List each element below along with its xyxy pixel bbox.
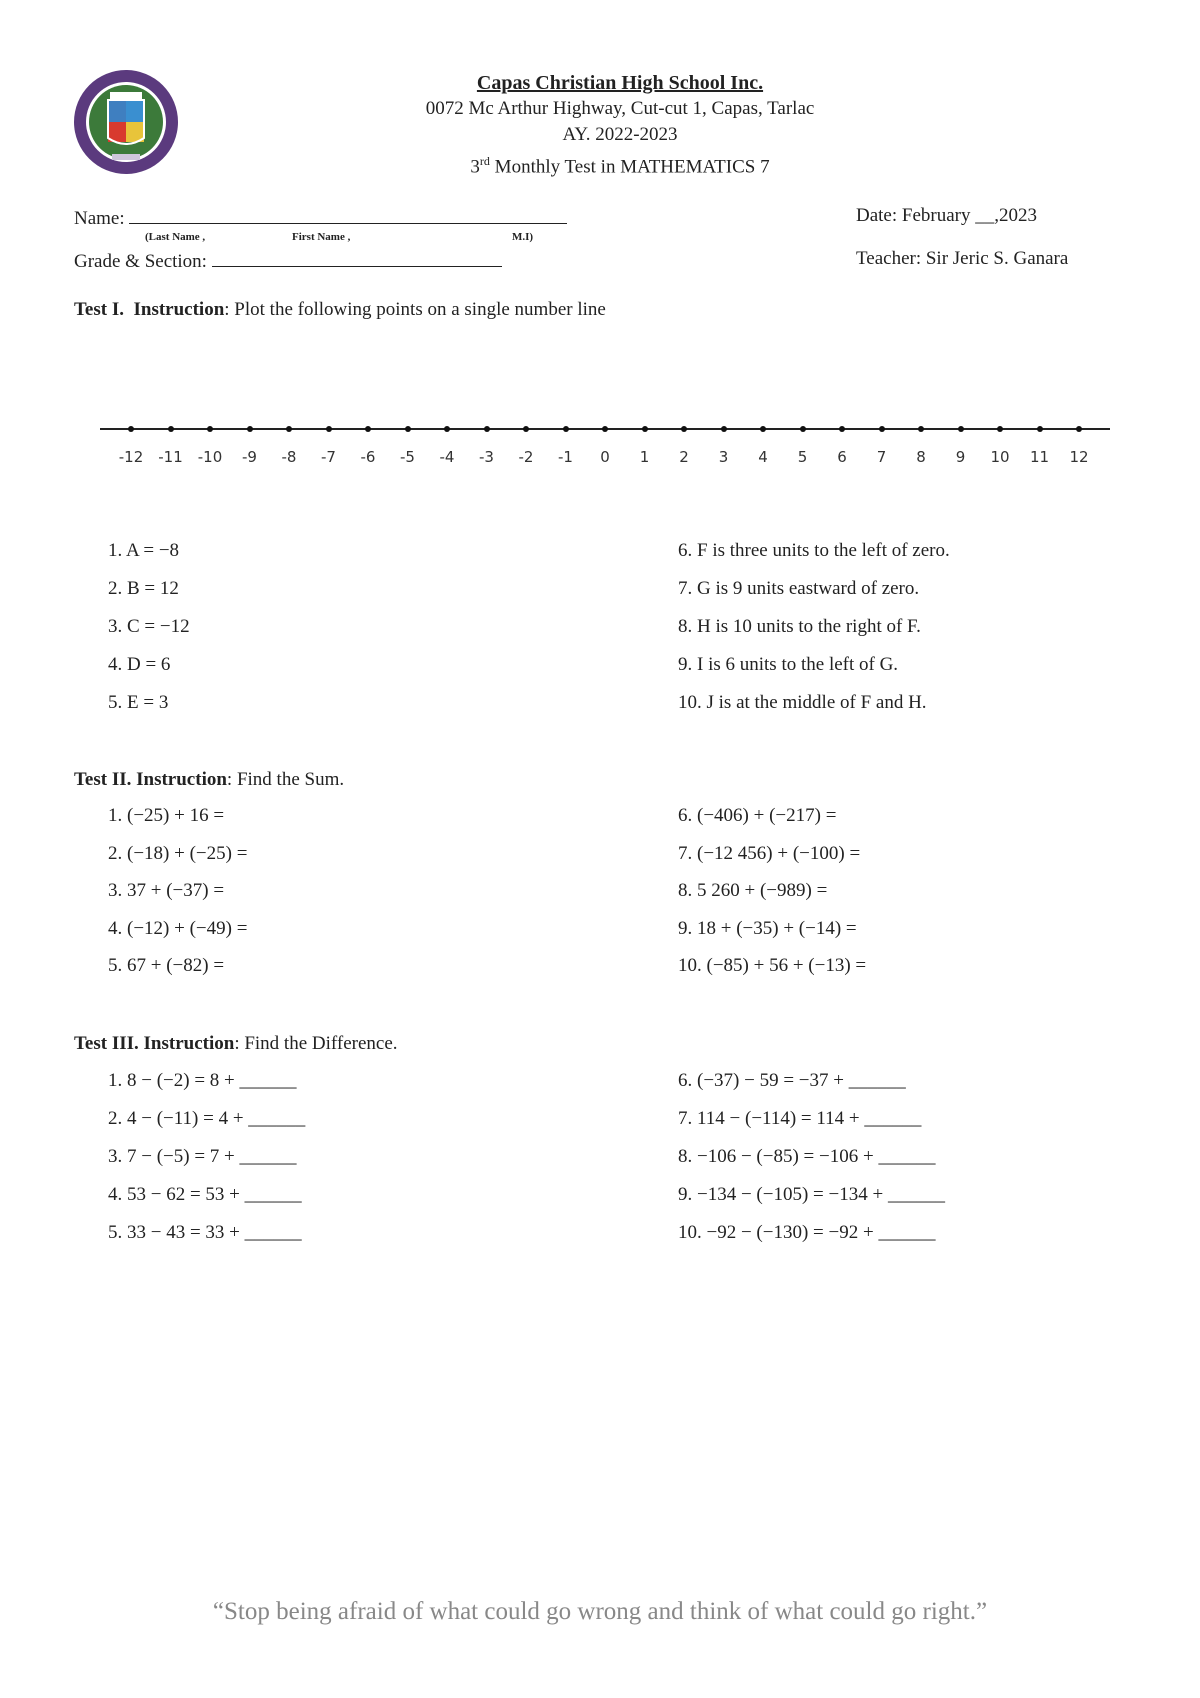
list-item: 6. (−37) − 59 = −37 + ______ [678, 1070, 906, 1091]
name-label: Name: [74, 208, 125, 229]
number-line-tick-label: -11 [158, 448, 183, 466]
test1-instruction-text: : Plot the following points on a single number line [224, 299, 606, 320]
number-line-tick-label: 8 [916, 448, 926, 466]
list-item: 7. (−12 456) + (−100) = [678, 842, 861, 864]
list-item: 3. 37 + (−37) = [108, 880, 225, 901]
number-line-point[interactable] [879, 426, 885, 432]
test3-title: Test III. Instruction [74, 1033, 235, 1054]
number-line-tick-label: 3 [718, 448, 729, 466]
list-item: 4. 53 − 62 = 53 + ______ [108, 1184, 302, 1205]
number-line-tick-label: 7 [876, 448, 887, 466]
number-line-tick-label: 5 [797, 448, 808, 466]
list-item: 8. 5 260 + (−989) = [678, 880, 828, 901]
list-item: 8. −106 − (−85) = −106 + ______ [678, 1146, 936, 1167]
number-line-point[interactable] [1076, 426, 1082, 432]
list-item: 10. (−85) + 56 + (−13) = [678, 955, 867, 976]
number-line-point[interactable] [958, 426, 964, 432]
date-label: Date: February __,2023 [856, 205, 1037, 226]
test2-instruction-text: : Find the Sum. [226, 769, 345, 790]
name-field [74, 205, 567, 230]
number-line-point[interactable] [918, 426, 924, 432]
grade-label: Grade & Section: [74, 251, 207, 272]
number-line-point[interactable] [721, 426, 727, 432]
list-item: 1. (−25) + 16 = [108, 805, 225, 826]
number-line-tick-label: 4 [758, 448, 768, 466]
number-line-point[interactable] [997, 426, 1003, 432]
number-line-tick-label: 9 [955, 448, 966, 466]
list-item: 9. I is 6 units to the left of G. [678, 654, 899, 675]
number-line-tick-label: -5 [400, 448, 415, 466]
footer-quote: “Stop being afraid of what could go wrong and think of what could go right.” [212, 1598, 988, 1625]
list-item: 7. G is 9 units eastward of zero. [678, 578, 920, 599]
number-line-point[interactable] [128, 426, 134, 432]
name-hint-mi: M.I) [512, 231, 534, 243]
list-item: 2. 4 − (−11) = 4 + ______ [108, 1108, 306, 1129]
number-line-tick-label: -10 [197, 448, 223, 466]
number-line-point[interactable] [444, 426, 450, 432]
test2-title: Test II. Instruction [74, 769, 227, 790]
test2-heading [74, 769, 344, 791]
list-item: 10. −92 − (−130) = −92 + ______ [678, 1222, 936, 1243]
list-item: 9. −134 − (−105) = −134 + ______ [678, 1184, 945, 1205]
number-line-tick-label: 11 [1029, 448, 1050, 466]
list-item: 4. D = 6 [108, 654, 171, 675]
list-item: 1. A = −8 [108, 540, 180, 561]
test-title: 3rd Monthly Test in MATHEMATICS 7 [470, 154, 770, 178]
number-line-point[interactable] [247, 426, 253, 432]
header-block [0, 70, 1200, 180]
number-line-tick-label: 12 [1069, 448, 1089, 466]
number-line-tick-label: -7 [321, 448, 336, 466]
grade-blank[interactable] [212, 248, 502, 267]
number-line-point[interactable] [839, 426, 845, 432]
list-item: 5. E = 3 [108, 692, 169, 713]
test1-instruction-label: Instruction [133, 299, 225, 320]
number-line-tick-label: 10 [990, 448, 1010, 466]
list-item: 8. H is 10 units to the right of F. [678, 616, 921, 637]
name-hint-last: (Last Name , [145, 231, 206, 243]
list-item: 4. (−12) + (−49) = [108, 917, 248, 939]
number-line-point[interactable] [760, 426, 766, 432]
list-item: 5. 33 − 43 = 33 + ______ [108, 1222, 302, 1243]
list-item: 6. F is three units to the left of zero. [678, 540, 950, 561]
grade-field [74, 248, 502, 273]
list-item: 3. 7 − (−5) = 7 + ______ [108, 1146, 297, 1167]
number-line-point[interactable] [523, 426, 529, 432]
teacher-label: Teacher: Sir Jeric S. Ganara [856, 248, 1069, 269]
number-line-point[interactable] [365, 426, 371, 432]
number-line-point[interactable] [800, 426, 806, 432]
number-line-point[interactable] [563, 426, 569, 432]
number-line-point[interactable] [602, 426, 608, 432]
list-item: 2. B = 12 [108, 578, 179, 599]
number-line-tick-label: 2 [679, 448, 689, 466]
test1-heading [74, 299, 606, 321]
test3-heading [74, 1033, 398, 1055]
number-line-point[interactable] [681, 426, 687, 432]
name-blank[interactable] [129, 205, 567, 224]
list-item: 7. 114 − (−114) = 114 + ______ [678, 1108, 922, 1129]
list-item: 6. (−406) + (−217) = [678, 805, 837, 826]
number-line-tick-label: -2 [518, 448, 534, 466]
number-line-point[interactable] [405, 426, 411, 432]
number-line-tick-label: 0 [600, 448, 610, 466]
number-line-tick-label: -12 [118, 448, 144, 466]
name-hint-first: First Name , [292, 231, 351, 243]
number-line-point[interactable] [484, 426, 490, 432]
list-item: 10. J is at the middle of F and H. [678, 692, 927, 713]
number-line-tick-label: -3 [479, 448, 494, 466]
list-item: 1. 8 − (−2) = 8 + ______ [108, 1070, 297, 1091]
number-line-point[interactable] [286, 426, 292, 432]
number-line-tick-label: 1 [639, 448, 650, 466]
number-line-point[interactable] [326, 426, 332, 432]
number-line-tick-label: -6 [360, 448, 376, 466]
number-line-point[interactable] [207, 426, 213, 432]
test1-title: Test I. [74, 299, 124, 320]
school-name: Capas Christian High School Inc. [476, 72, 764, 94]
number-line-point[interactable] [168, 426, 174, 432]
test3-instruction-text: : Find the Difference. [234, 1033, 398, 1054]
list-item: 5. 67 + (−82) = [108, 955, 225, 976]
list-item: 3. C = −12 [108, 616, 190, 637]
number-line-tick-label: 6 [837, 448, 847, 466]
list-item: 9. 18 + (−35) + (−14) = [678, 917, 857, 939]
list-item: 2. (−18) + (−25) = [108, 842, 248, 864]
number-line-point[interactable] [1037, 426, 1043, 432]
school-address: 0072 Mc Arthur Highway, Cut-cut 1, Capas, Tarlac [425, 98, 815, 119]
number-line-tick-label: -9 [242, 448, 257, 466]
number-line-tick-label: -8 [281, 448, 297, 466]
number-line-tick-label: -4 [439, 448, 455, 466]
number-line-point[interactable] [642, 426, 648, 432]
number-line-tick-label: -1 [558, 448, 573, 466]
academic-year: AY. 2022-2023 [562, 124, 678, 145]
